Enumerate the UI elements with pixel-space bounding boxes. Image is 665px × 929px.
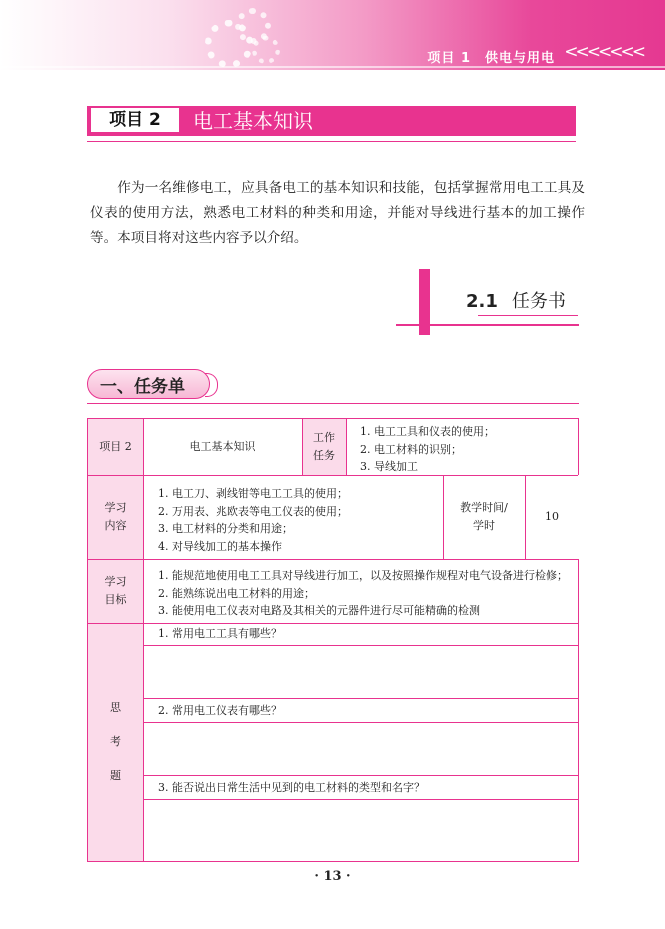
table-rule	[88, 475, 578, 476]
subsection-rule	[87, 403, 579, 404]
list-item: 3. 导线加工	[360, 460, 418, 473]
project-label: 项目 2	[88, 419, 143, 475]
table-rule	[302, 419, 303, 475]
gear-icon	[252, 36, 280, 64]
list-item: 3. 能使用电工仪表对电路及其相关的元器件进行尽可能精确的检测	[158, 604, 480, 617]
project-number: 项目 2	[91, 108, 179, 132]
learning-content-label: 学习 内容	[88, 475, 143, 559]
header-divider	[0, 66, 665, 68]
table-rule	[443, 475, 444, 559]
list-item: 2. 电工材料的识别；	[360, 442, 462, 456]
thinking-questions-label: 思 考 题	[88, 623, 143, 861]
work-task-label: 工作 任务	[302, 419, 346, 475]
table-rule	[88, 623, 578, 624]
section-heading	[466, 287, 566, 313]
list-item: 3. 电工材料的分类和用途；	[158, 522, 293, 535]
learning-goals-list	[158, 567, 578, 620]
work-task-list	[360, 423, 570, 476]
hours-value: 10	[525, 475, 579, 559]
section-rule	[396, 324, 579, 326]
list-item: 1. 电工刀、剥线钳等电工工具的使用；	[158, 487, 348, 500]
list-item: 2. 能熟练说出电工材料的用途；	[158, 586, 315, 600]
learning-goals-label: 学习 目标	[88, 559, 143, 623]
question-3: 3. 能否说出日常生活中见到的电工材料的类型和名字？	[158, 781, 425, 794]
hours-label: 教学时间/ 学时	[443, 475, 525, 559]
table-rule	[143, 775, 578, 776]
intro-paragraph: 作为一名维修电工，应具备电工的基本知识和技能，包括掌握常用电工工具及仪表的使用方法，熟悉电工材料的种类和用途，并能对导线进行基本的加工操作等。本项目将对这些内容予以介绍。	[90, 180, 585, 246]
table-rule	[346, 419, 347, 475]
table-rule	[143, 799, 578, 800]
page-number: · 13 ·	[314, 869, 351, 884]
table-rule	[143, 698, 578, 699]
table-rule	[88, 559, 578, 560]
list-item: 1. 电工工具和仪表的使用；	[360, 425, 495, 438]
table-rule	[143, 419, 144, 861]
title-underline	[87, 141, 576, 142]
question-1: 1. 常用电工工具有哪些？	[158, 627, 282, 640]
learning-content-list	[158, 485, 443, 555]
list-item: 1. 能规范地使用电工工具对导线进行加工，以及按照操作规程对电气设备进行检修；	[158, 569, 568, 582]
table-rule	[143, 645, 578, 646]
table-rule	[525, 475, 526, 559]
running-title: 项目 1 供电与用电	[427, 51, 555, 66]
list-item: 4. 对导线加工的基本操作	[158, 539, 282, 553]
list-item: 2. 万用表、兆欧表等电工仪表的使用；	[158, 504, 348, 518]
project-title: 电工基本知识	[193, 109, 313, 133]
question-2: 2. 常用电工仪表有哪些？	[158, 704, 282, 717]
section-underline	[478, 315, 578, 316]
section-number: 2.1	[466, 291, 498, 312]
subsection-title: 一、任务单	[100, 377, 185, 397]
section-title: 任务书	[511, 291, 566, 312]
subsection-pill-tail	[205, 373, 218, 397]
table-rule	[143, 722, 578, 723]
project-name: 电工基本知识	[143, 419, 302, 475]
chevrons-decoration: <<<<<<<	[564, 42, 643, 62]
task-table	[87, 418, 579, 862]
